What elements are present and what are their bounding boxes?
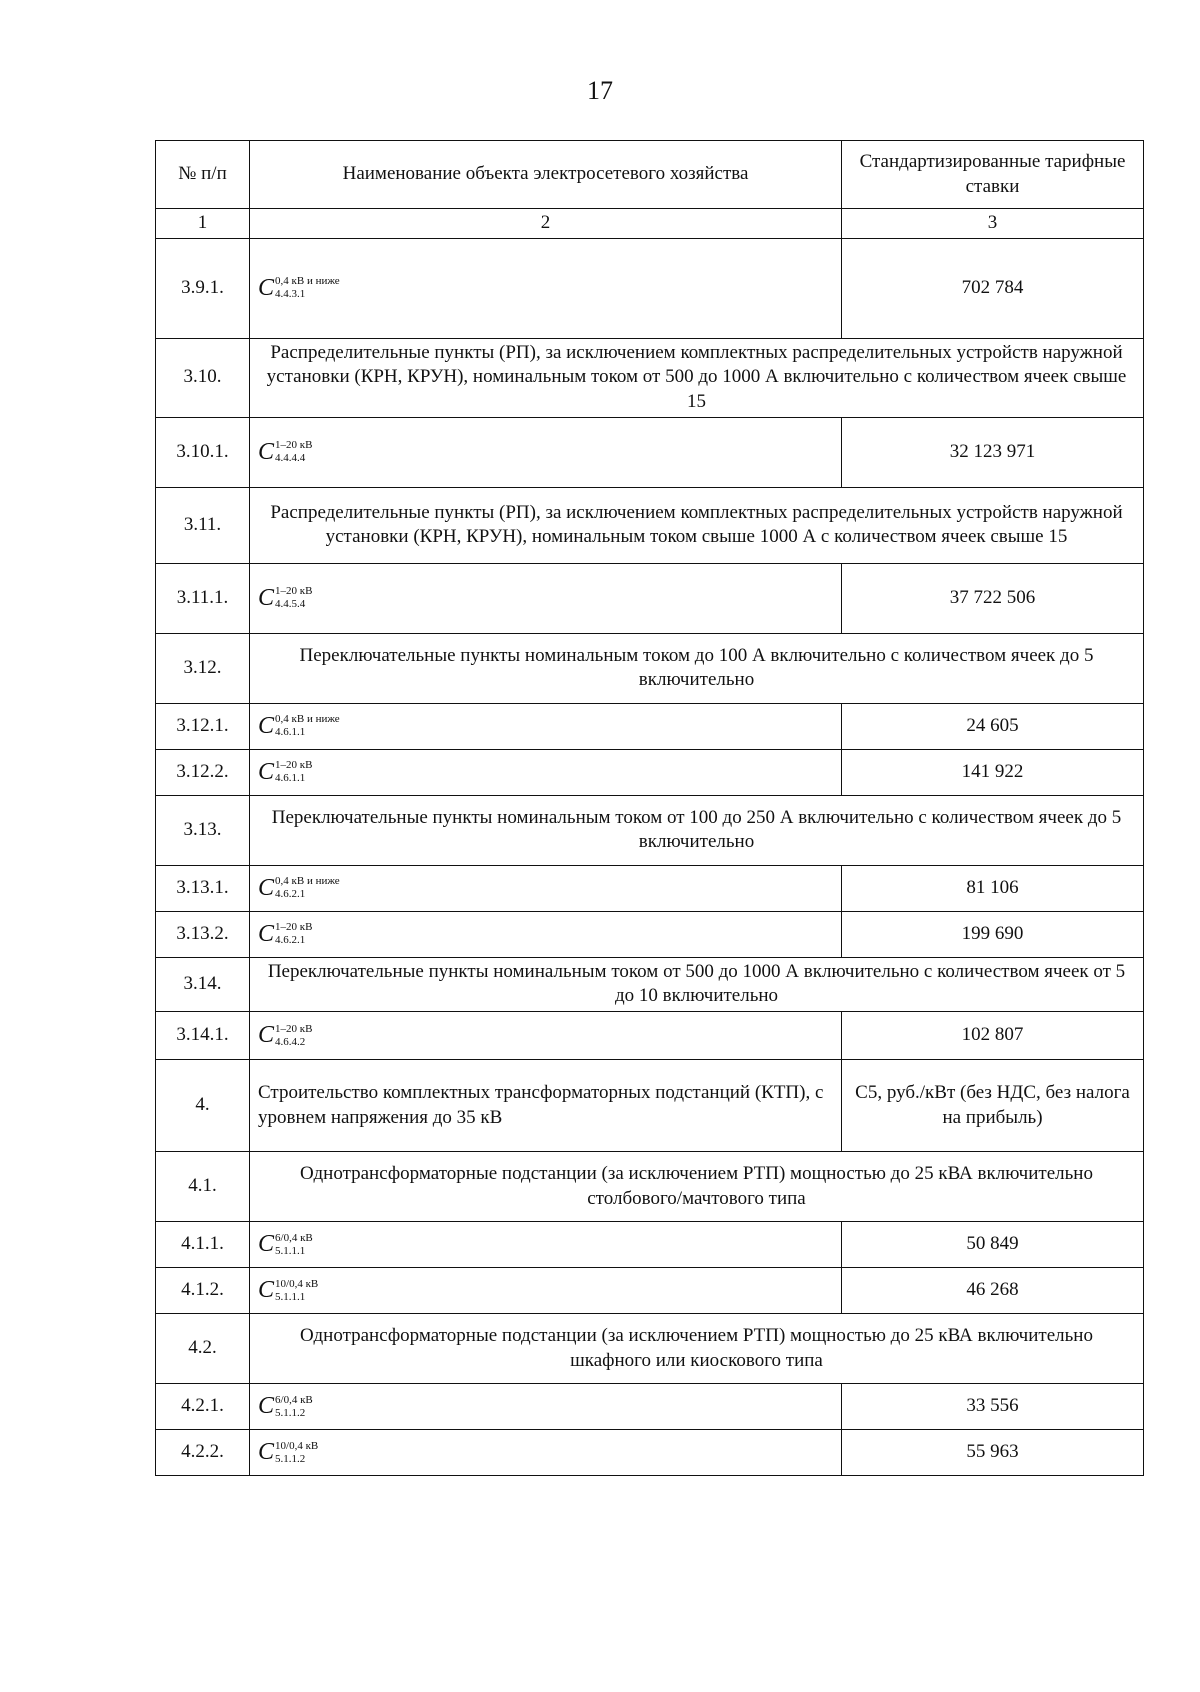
symbol-superscript: 0,4 кВ и ниже [275,875,340,888]
symbol-subscript: 4.6.1.1 [275,726,306,739]
symbol-subscript: 5.1.1.2 [275,1452,306,1465]
tariff-value: 50 849 [842,1222,1144,1268]
table-row [156,749,1144,795]
tariff-value: C5, руб./кВт (без НДС, без налога на прибыль) [842,1060,1144,1152]
symbol-superscript: 1–20 кВ [275,439,313,452]
symbol-letter: C [258,584,275,611]
table-row [156,417,1144,487]
row-number: 3.14.1. [156,1012,250,1060]
tariff-symbol [250,1222,842,1268]
tariff-value: 199 690 [842,911,1144,957]
row-number: 3.11. [156,487,250,563]
section-heading: Распределительные пункты (РП), за исключением комплектных распределительных устройств наружной установки (КРН, КРУН), номинальным током свыше 1000 А с количеством ячеек свыше 15 [250,487,1144,563]
symbol-indices [275,1024,312,1048]
tariff-symbol [250,1384,842,1430]
table-row [156,1430,1144,1476]
section-heading: Переключательные пункты номинальным током от 100 до 250 А включительно с количеством ячеек до 5 включительно [250,795,1144,865]
section-heading: Однотрансформаторные подстанции (за исключением РТП) мощностью до 25 кВА включительно столбового/мачтового типа [250,1152,1144,1222]
symbol-superscript: 0,4 кВ и ниже [275,713,340,726]
page-number: 17 [587,76,613,105]
tariff-table [155,140,1144,1476]
symbol-subscript: 5.1.1.2 [275,1406,306,1419]
object-name: Строительство комплектных трансформаторных подстанций (КТП), с уровнем напряжения до 35 кВ [250,1060,842,1152]
symbol-indices [275,714,340,738]
header-col-number: № п/п [156,141,250,209]
symbol-letter: C [258,758,275,785]
symbol-indices [275,1441,318,1465]
column-number-row [156,209,1144,239]
symbol-indices [275,922,312,946]
tariff-symbol [250,1268,842,1314]
symbol-letter: C [258,874,275,901]
symbol-indices [275,586,312,610]
row-number: 4.2.1. [156,1384,250,1430]
tariff-symbol [250,417,842,487]
symbol-superscript: 6/0,4 кВ [275,1231,313,1244]
tariff-symbol [250,563,842,633]
symbol-indices [275,876,340,900]
table-row [156,1222,1144,1268]
row-number: 3.12. [156,633,250,703]
symbol-subscript: 4.4.5.4 [275,598,306,611]
row-number: 3.13.2. [156,911,250,957]
row-number: 4.1. [156,1152,250,1222]
header-row [156,141,1144,209]
symbol-indices [275,1279,318,1303]
tariff-symbol [250,238,842,338]
row-number: 3.13.1. [156,865,250,911]
symbol-letter: C [258,1439,275,1466]
symbol-superscript: 1–20 кВ [275,585,313,598]
table-row [156,1060,1144,1152]
tariff-value: 81 106 [842,865,1144,911]
symbol-subscript: 4.6.2.1 [275,888,306,901]
tariff-value: 141 922 [842,749,1144,795]
tariff-value: 37 722 506 [842,563,1144,633]
column-number: 3 [842,209,1144,239]
table-row [156,563,1144,633]
symbol-subscript: 4.4.3.1 [275,288,306,301]
table-row [156,1384,1144,1430]
symbol-superscript: 1–20 кВ [275,1022,313,1035]
symbol-letter: C [258,1393,275,1420]
tariff-value: 702 784 [842,238,1144,338]
column-number: 1 [156,209,250,239]
symbol-indices [275,760,312,784]
symbol-superscript: 10/0,4 кВ [275,1277,319,1290]
section-heading: Переключательные пункты номинальным током до 100 А включительно с количеством ячеек до 5 включительно [250,633,1144,703]
table-row [156,633,1144,703]
row-number: 3.9.1. [156,238,250,338]
row-number: 4. [156,1060,250,1152]
tariff-value: 32 123 971 [842,417,1144,487]
row-number: 4.1.2. [156,1268,250,1314]
symbol-superscript: 1–20 кВ [275,921,313,934]
table-row [156,957,1144,1011]
symbol-indices [275,440,312,464]
tariff-symbol [250,1012,842,1060]
table-row [156,1012,1144,1060]
symbol-superscript: 6/0,4 кВ [275,1393,313,1406]
table-row [156,487,1144,563]
row-number: 3.13. [156,795,250,865]
tariff-symbol [250,749,842,795]
header-col-name: Наименование объекта электросетевого хозяйства [250,141,842,209]
symbol-letter: C [258,1231,275,1258]
symbol-indices [275,1233,313,1257]
symbol-indices [275,1395,313,1419]
table-row [156,1152,1144,1222]
symbol-letter: C [258,920,275,947]
tariff-value: 33 556 [842,1384,1144,1430]
symbol-subscript: 4.6.1.1 [275,772,306,785]
symbol-subscript: 4.6.4.2 [275,1035,306,1048]
tariff-value: 55 963 [842,1430,1144,1476]
tariff-symbol [250,911,842,957]
row-number: 3.10.1. [156,417,250,487]
symbol-letter: C [258,1277,275,1304]
tariff-value: 24 605 [842,703,1144,749]
row-number: 4.2.2. [156,1430,250,1476]
table-row [156,865,1144,911]
section-heading: Однотрансформаторные подстанции (за исключением РТП) мощностью до 25 кВА включительно шкафного или киоскового типа [250,1314,1144,1384]
symbol-letter: C [258,712,275,739]
table-row [156,338,1144,417]
symbol-letter: C [258,1022,275,1049]
table-row [156,1314,1144,1384]
row-number: 4.2. [156,1314,250,1384]
symbol-letter: C [258,438,275,465]
header-col-rates: Стандартизированные тарифные ставки [842,141,1144,209]
symbol-superscript: 1–20 кВ [275,759,313,772]
row-number: 3.11.1. [156,563,250,633]
table-row [156,1268,1144,1314]
row-number: 3.10. [156,338,250,417]
symbol-subscript: 5.1.1.1 [275,1244,306,1257]
symbol-subscript: 4.6.2.1 [275,934,306,947]
table-row [156,911,1144,957]
row-number: 4.1.1. [156,1222,250,1268]
section-heading: Переключательные пункты номинальным током от 500 до 1000 А включительно с количеством ячеек от 5 до 10 включительно [250,957,1144,1011]
symbol-letter: C [258,274,275,301]
column-number: 2 [250,209,842,239]
row-number: 3.12.1. [156,703,250,749]
tariff-symbol [250,865,842,911]
row-number: 3.14. [156,957,250,1011]
tariff-symbol [250,703,842,749]
tariff-symbol [250,1430,842,1476]
symbol-superscript: 10/0,4 кВ [275,1439,319,1452]
tariff-value: 46 268 [842,1268,1144,1314]
table-row [156,703,1144,749]
symbol-subscript: 4.4.4.4 [275,452,306,465]
section-heading: Распределительные пункты (РП), за исключением комплектных распределительных устройств наружной установки (КРН, КРУН), номинальным током от 500 до 1000 А включительно с количеством ячеек свыше 15 [250,338,1144,417]
tariff-value: 102 807 [842,1012,1144,1060]
symbol-subscript: 5.1.1.1 [275,1290,306,1303]
symbol-superscript: 0,4 кВ и ниже [275,275,340,288]
row-number: 3.12.2. [156,749,250,795]
symbol-indices [275,276,340,300]
table-row [156,238,1144,338]
table-row [156,795,1144,865]
